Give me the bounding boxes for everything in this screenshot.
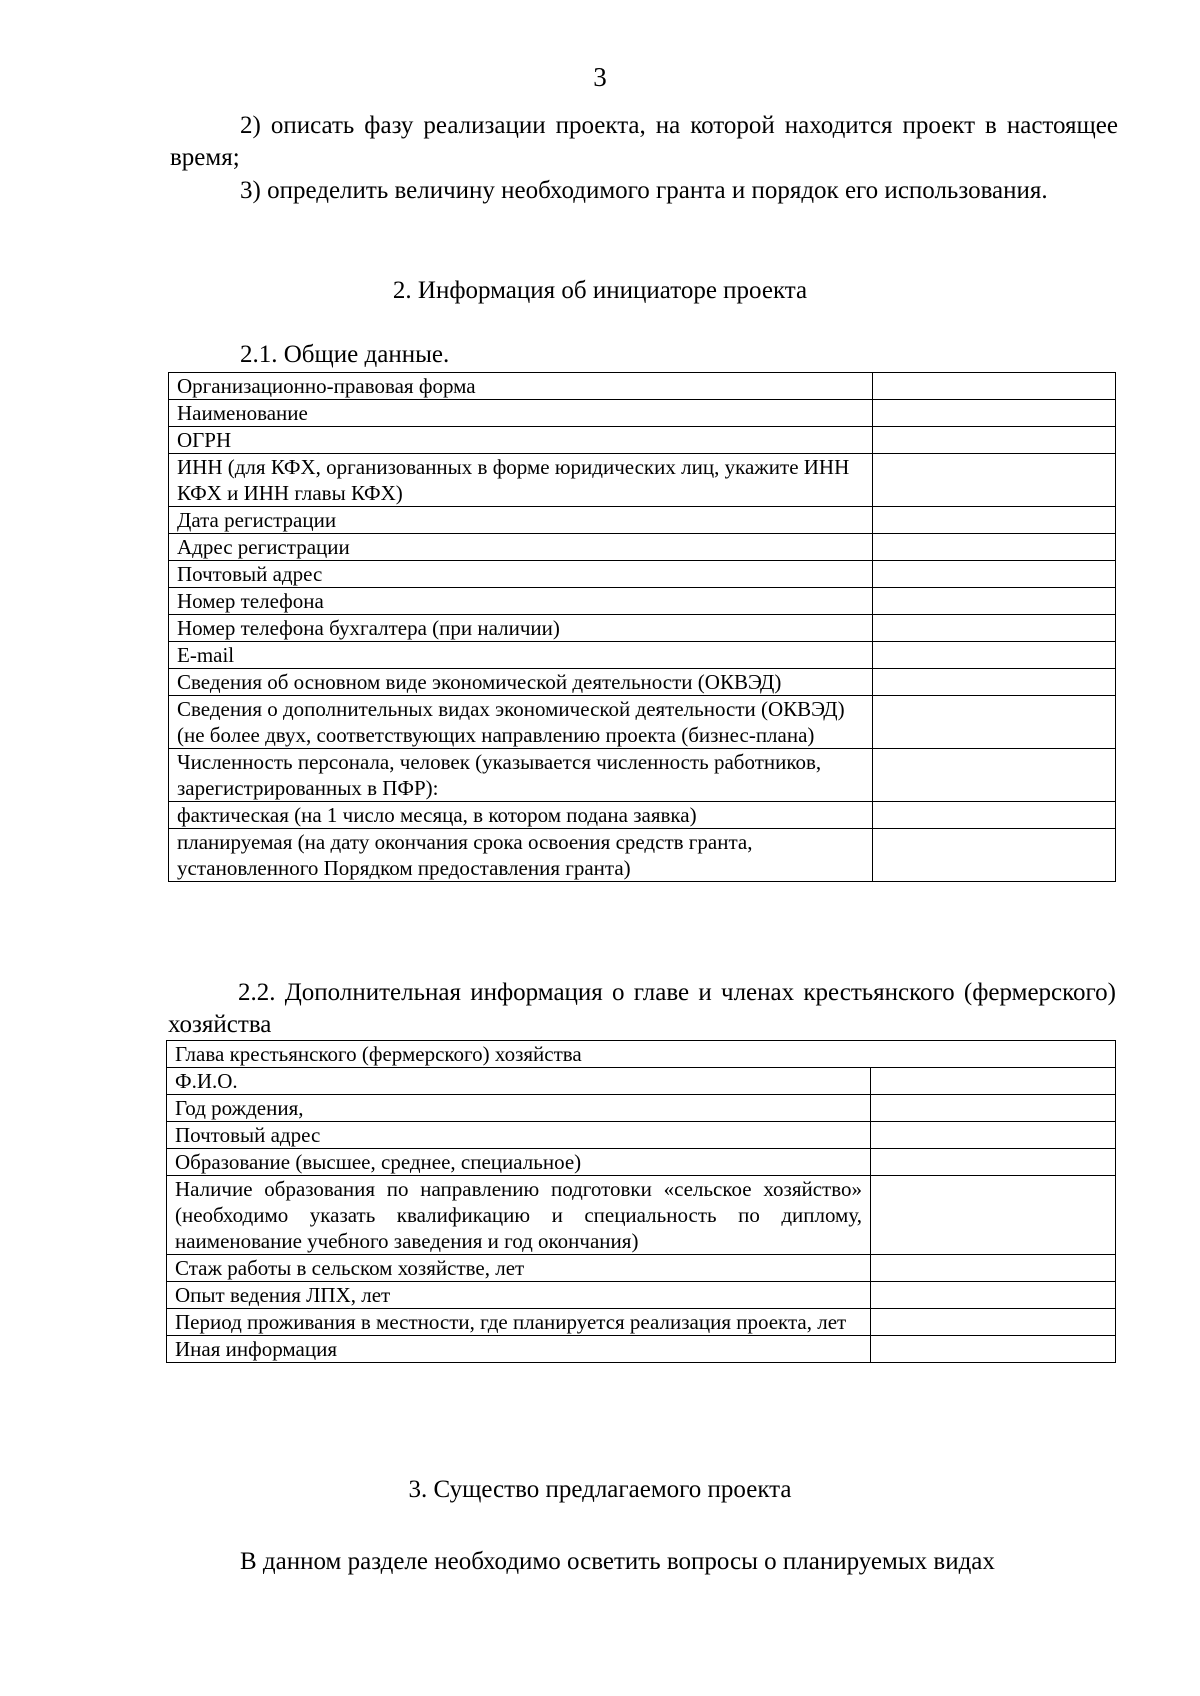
section-2-title: 2. Информация об инициаторе проекта (392, 277, 808, 304)
table-row (167, 1095, 1116, 1122)
row-label: Иная информация (167, 1336, 871, 1363)
table-row (167, 1255, 1116, 1282)
value-cell[interactable] (871, 1068, 1116, 1095)
value-cell[interactable] (873, 561, 1116, 588)
value-cell[interactable] (871, 1095, 1116, 1122)
table-row (167, 1282, 1116, 1309)
table-row (169, 696, 1116, 749)
table-row (169, 534, 1116, 561)
farm-head-table (166, 1040, 1116, 1363)
general-data-table (168, 372, 1116, 882)
table-row (167, 1149, 1116, 1176)
table-row (167, 1176, 1116, 1255)
value-cell[interactable] (873, 427, 1116, 454)
table-row (167, 1068, 1116, 1095)
value-cell[interactable] (871, 1336, 1116, 1363)
table-row (167, 1309, 1116, 1336)
section-3-title: 3. Существо предлагаемого проекта (408, 1476, 792, 1503)
row-label: Стаж работы в сельском хозяйстве, лет (167, 1255, 871, 1282)
subsection-2-2-title: 2.2. Дополнительная информация о главе и членах крестьянского (фермерского) хозяйства (168, 979, 1116, 1038)
table-row (167, 1122, 1116, 1149)
row-label: Организационно-правовая форма (169, 373, 873, 400)
value-cell[interactable] (873, 669, 1116, 696)
page-number: 3 (593, 62, 607, 92)
row-label: ОГРН (169, 427, 873, 454)
row-label: Сведения о дополнительных видах экономической деятельности (ОКВЭД) (не более двух, соответствующих направлению проекта (бизнес-плана) (169, 696, 873, 749)
value-cell[interactable] (873, 588, 1116, 615)
row-label: Год рождения, (167, 1095, 871, 1122)
row-label: Период проживания в местности, где планируется реализация проекта, лет (167, 1309, 871, 1336)
value-cell[interactable] (873, 615, 1116, 642)
value-cell[interactable] (871, 1149, 1116, 1176)
intro-item-2: 2) описать фазу реализации проекта, на которой находится проект в настоящее время; (170, 112, 1118, 171)
row-label: Образование (высшее, среднее, специальное) (167, 1149, 871, 1176)
subsection-2-1-title: 2.1. Общие данные. (240, 341, 450, 368)
row-label: Наличие образования по направлению подготовки «сельское хозяйство» (необходимо указать квалификацию и специальность по диплому, наименование учебного заведения и год окончания) (167, 1176, 871, 1255)
value-cell[interactable] (871, 1255, 1116, 1282)
value-cell[interactable] (871, 1309, 1116, 1336)
row-label: Дата регистрации (169, 507, 873, 534)
row-label: Ф.И.О. (167, 1068, 871, 1095)
value-cell[interactable] (873, 400, 1116, 427)
table-row (169, 427, 1116, 454)
row-label: Почтовый адрес (167, 1122, 871, 1149)
row-label: Номер телефона бухгалтера (при наличии) (169, 615, 873, 642)
row-label: Номер телефона (169, 588, 873, 615)
table-row (169, 588, 1116, 615)
table-row (169, 829, 1116, 882)
table-row (169, 561, 1116, 588)
value-cell[interactable] (871, 1122, 1116, 1149)
table-row (169, 400, 1116, 427)
value-cell[interactable] (873, 802, 1116, 829)
table-row (169, 669, 1116, 696)
row-label: Численность персонала, человек (указывается численность работников, зарегистрированных в ПФР): (169, 749, 873, 802)
table-row (169, 454, 1116, 507)
section-3-text: В данном разделе необходимо осветить вопросы о планируемых видах (240, 1548, 995, 1575)
table-row (169, 373, 1116, 400)
table-row (169, 749, 1116, 802)
row-label: фактическая (на 1 число месяца, в котором подана заявка) (169, 802, 873, 829)
row-label: E-mail (169, 642, 873, 669)
value-cell[interactable] (871, 1282, 1116, 1309)
row-label: планируемая (на дату окончания срока освоения средств гранта, установленного Порядком предоставления гранта) (169, 829, 873, 882)
table-row (169, 507, 1116, 534)
row-label: Сведения об основном виде экономической деятельности (ОКВЭД) (169, 669, 873, 696)
value-cell[interactable] (871, 1176, 1116, 1255)
table-row (169, 802, 1116, 829)
row-label: Адрес регистрации (169, 534, 873, 561)
table-row (169, 642, 1116, 669)
value-cell[interactable] (873, 507, 1116, 534)
value-cell[interactable] (873, 454, 1116, 507)
value-cell[interactable] (873, 749, 1116, 802)
intro-item-3: 3) определить величину необходимого гранта и порядок его использования. (240, 177, 1048, 204)
table-row (169, 615, 1116, 642)
row-label: Наименование (169, 400, 873, 427)
table-row (167, 1336, 1116, 1363)
table-header: Глава крестьянского (фермерского) хозяйства (167, 1041, 1116, 1068)
value-cell[interactable] (873, 534, 1116, 561)
value-cell[interactable] (873, 642, 1116, 669)
row-label: Почтовый адрес (169, 561, 873, 588)
table-header-row (167, 1041, 1116, 1068)
value-cell[interactable] (873, 696, 1116, 749)
value-cell[interactable] (873, 829, 1116, 882)
row-label: Опыт ведения ЛПХ, лет (167, 1282, 871, 1309)
value-cell[interactable] (873, 373, 1116, 400)
row-label: ИНН (для КФХ, организованных в форме юридических лиц, укажите ИНН КФХ и ИНН главы КФХ) (169, 454, 873, 507)
